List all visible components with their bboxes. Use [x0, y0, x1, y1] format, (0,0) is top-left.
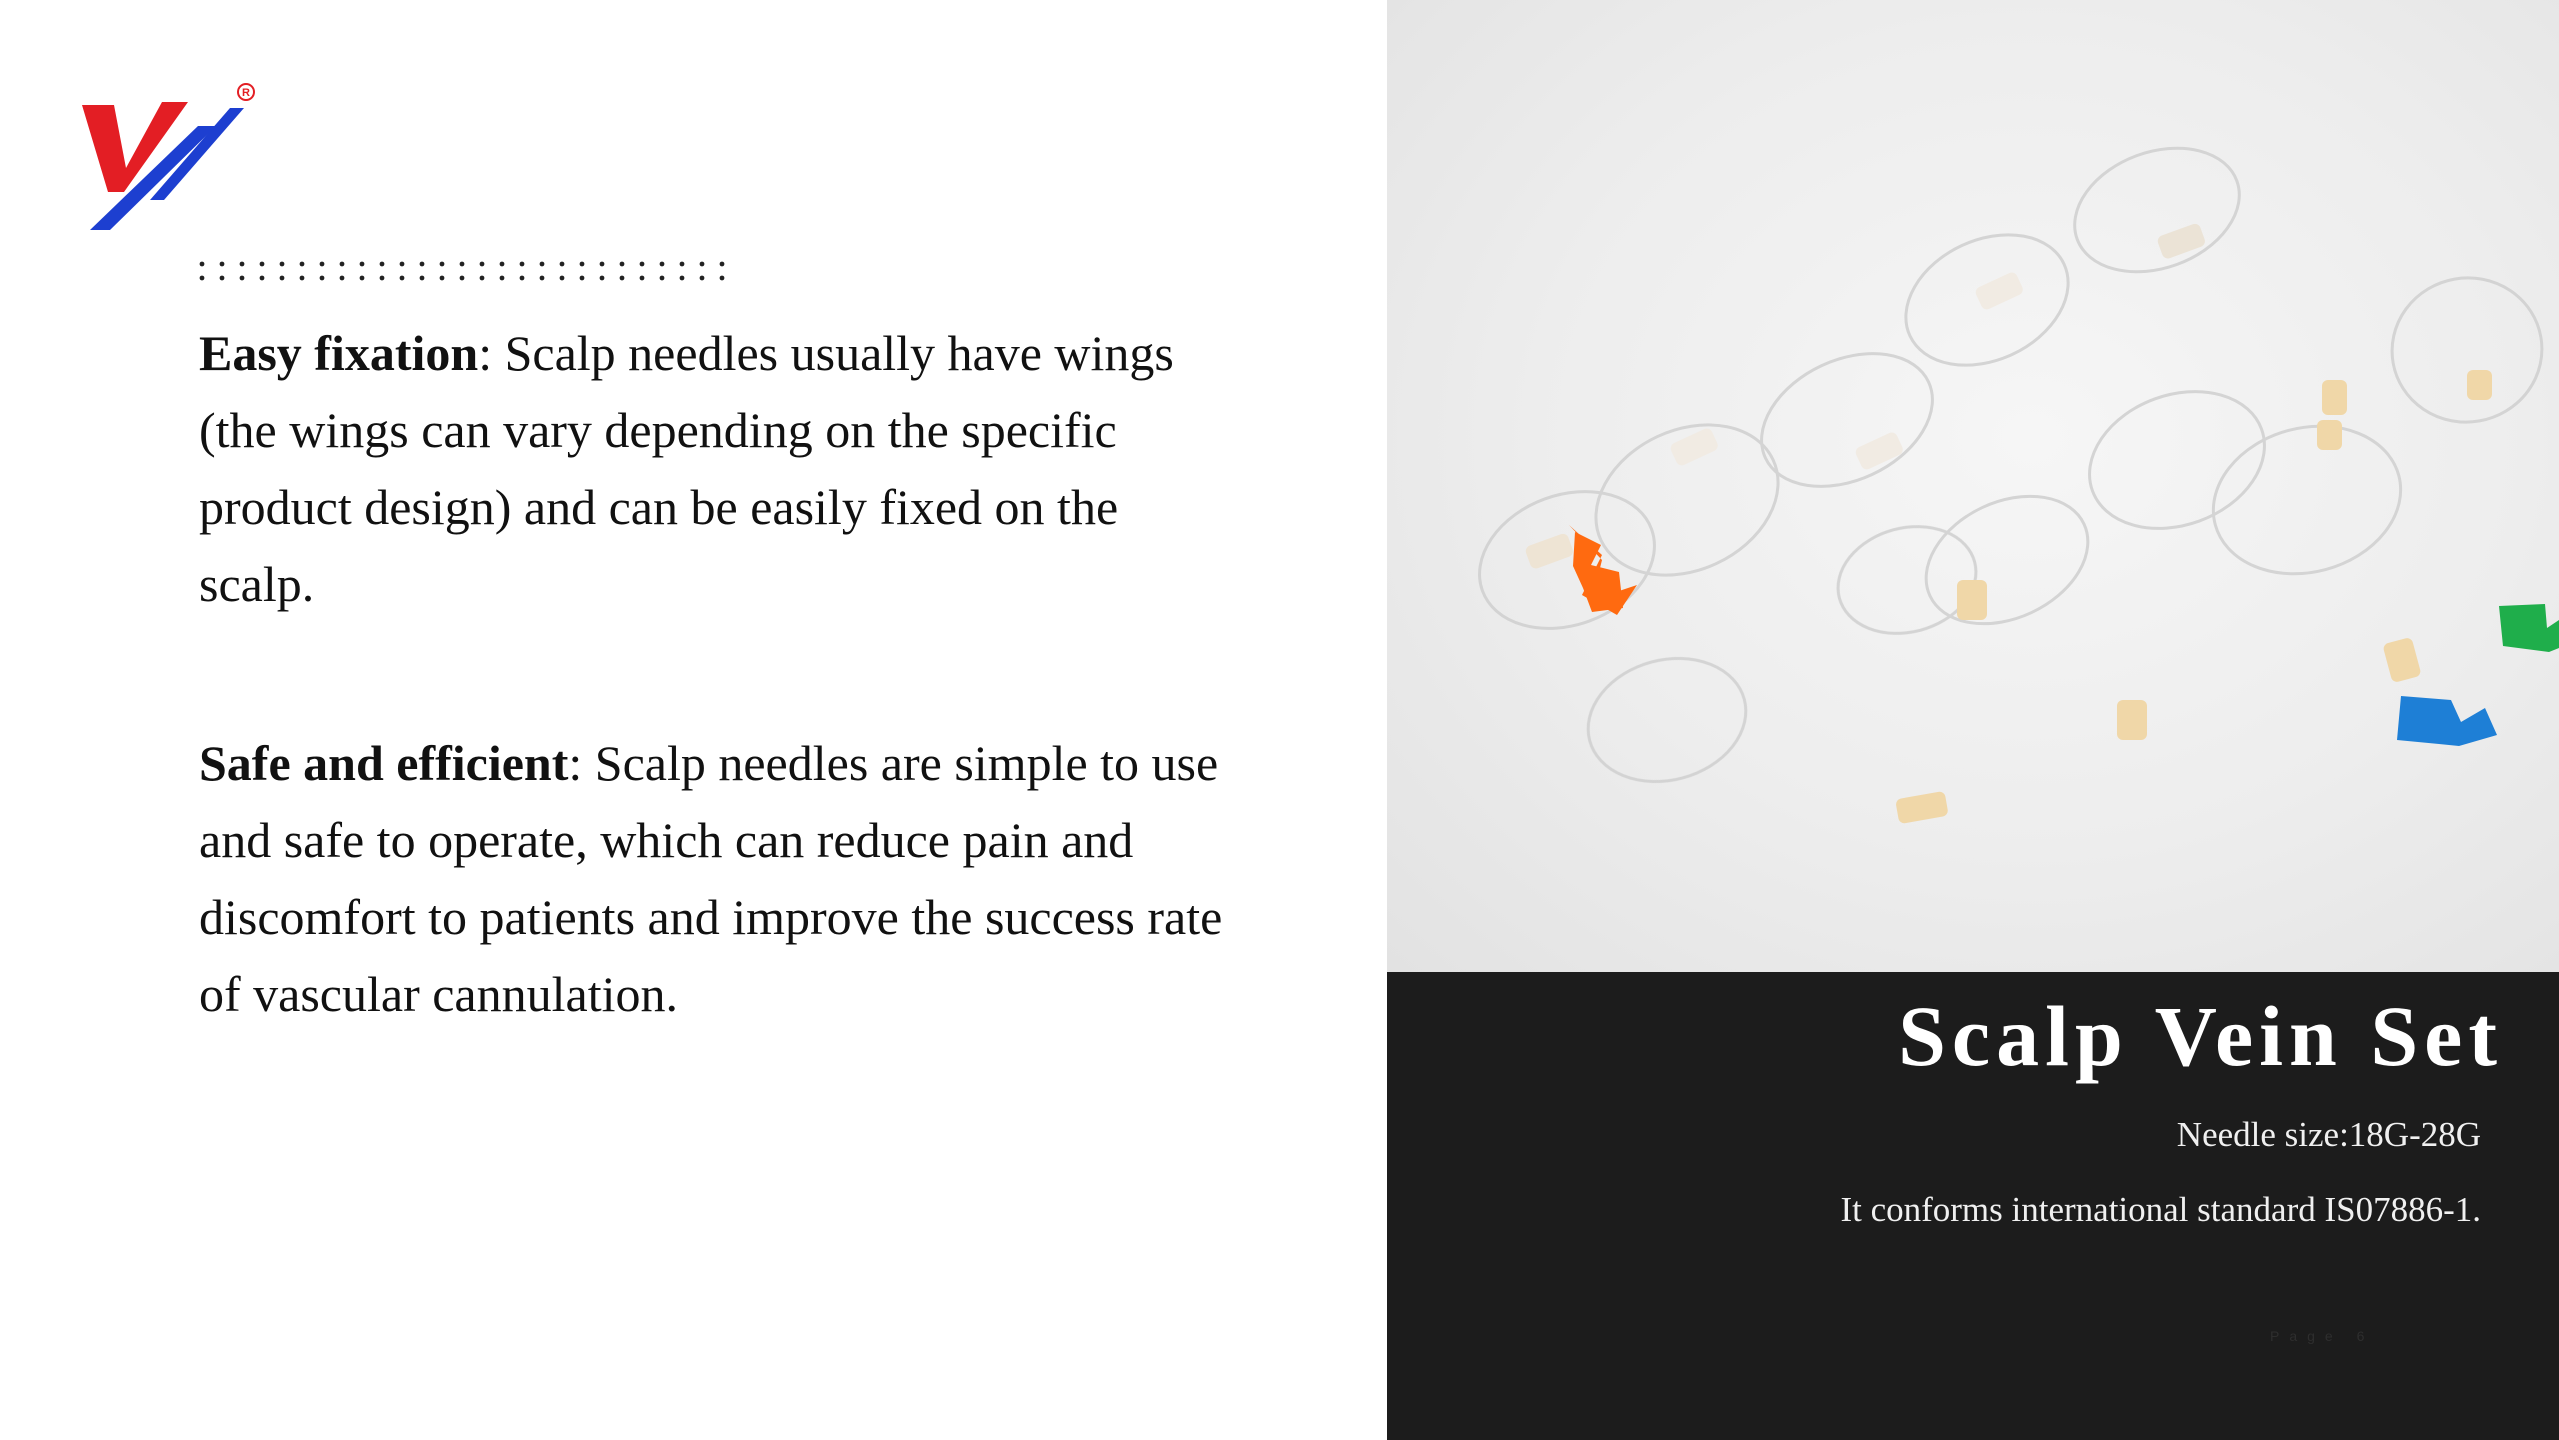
divider-dot [360, 262, 365, 267]
divider-dot [640, 262, 645, 267]
divider-dot [300, 262, 305, 267]
divider-dot [680, 276, 685, 281]
divider-dot [600, 262, 605, 267]
divider-dot [660, 262, 665, 267]
divider-dot [500, 262, 505, 267]
divider-dot [400, 276, 405, 281]
divider-dot [700, 262, 705, 267]
paragraph-heading: Safe and efficient [199, 735, 569, 791]
divider-dot [280, 276, 285, 281]
divider-dot [200, 262, 205, 267]
divider-dot [340, 262, 345, 267]
divider-dot [620, 262, 625, 267]
divider-dot [480, 262, 485, 267]
divider-dot [620, 276, 625, 281]
divider-dot [320, 276, 325, 281]
divider-dot [260, 276, 265, 281]
divider-dot [220, 262, 225, 267]
paragraph-heading: Easy fixation [199, 325, 479, 381]
paragraph-body: : Scalp needles are simple to use and safe to operate, which can reduce pain and discomfort to patients and improve the success rate of vascular cannulation. [199, 735, 1223, 1022]
divider-dot [580, 262, 585, 267]
divider-dot [540, 262, 545, 267]
divider-dot [200, 276, 205, 281]
paragraph-safe-efficient [199, 725, 1239, 1033]
divider-dot [460, 262, 465, 267]
product-photo [1387, 0, 2559, 972]
divider-dot [520, 276, 525, 281]
paragraph-body: : Scalp needles usually have wings (the wings can vary depending on the specific product design) and can be easily fixed on the scalp. [199, 325, 1174, 612]
divider-dot [380, 276, 385, 281]
divider-dot [420, 276, 425, 281]
paragraph-easy-fixation [199, 315, 1239, 623]
company-logo [80, 80, 260, 235]
product-title: Scalp Vein Set [1898, 988, 2503, 1084]
divider-dot [580, 276, 585, 281]
divider-dot [400, 262, 405, 267]
divider-dot [720, 276, 725, 281]
divider-dot [640, 276, 645, 281]
divider-dot [280, 262, 285, 267]
divider-dot [360, 276, 365, 281]
divider-dot [660, 276, 665, 281]
svg-text:R: R [242, 87, 250, 99]
divider-dot [540, 276, 545, 281]
divider-dot [560, 276, 565, 281]
divider-dot [240, 262, 245, 267]
divider-dot [460, 276, 465, 281]
page-number: Page 6 [2270, 1328, 2375, 1344]
divider-dot [480, 276, 485, 281]
divider-dot [700, 276, 705, 281]
divider-dot [520, 262, 525, 267]
divider-dot [220, 276, 225, 281]
divider-dot [380, 262, 385, 267]
divider-dot [260, 262, 265, 267]
needle-size-text: Needle size:18G-28G [2176, 1115, 2481, 1154]
divider-dot [500, 276, 505, 281]
divider-dot [300, 276, 305, 281]
divider-dot [720, 262, 725, 267]
divider-dot [320, 262, 325, 267]
divider-dot [420, 262, 425, 267]
scalp-vein-sets-image [1387, 0, 2559, 972]
divider-dot [440, 276, 445, 281]
divider-dot [440, 262, 445, 267]
standard-text: It conforms international standard IS07886-1. [1840, 1190, 2481, 1229]
divider-dot [240, 276, 245, 281]
divider-dot [560, 262, 565, 267]
divider-dot [600, 276, 605, 281]
divider-dot [680, 262, 685, 267]
divider-dot [340, 276, 345, 281]
dotted-divider [198, 258, 738, 286]
